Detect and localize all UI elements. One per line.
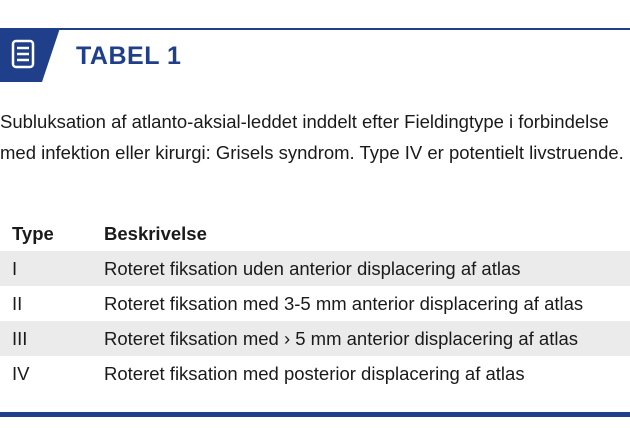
column-header-type: Type <box>12 223 54 244</box>
header-badge <box>0 28 60 82</box>
document-list-icon <box>0 28 60 82</box>
row-type: II <box>12 292 23 314</box>
row-description: Roteret fiksation med 3-5 mm anterior displacering af atlas <box>104 292 584 314</box>
table-title: TABEL 1 <box>76 42 182 70</box>
fielding-type-table <box>0 217 630 391</box>
table-header-row <box>0 217 630 251</box>
row-type: III <box>0 321 92 356</box>
row-type: IV <box>12 362 30 384</box>
row-description: Roteret fiksation med posterior displacering af atlas <box>104 362 525 384</box>
table-row <box>0 321 630 356</box>
table-caption: Subluksation af atlanto-aksial-leddet inddelt efter Fieldingtype i forbindelse med infektion eller kirurgi: Grisels syndrom. Type IV er potentielt livstruende. <box>0 111 624 163</box>
row-type: I <box>0 251 92 286</box>
table-row <box>0 286 630 321</box>
column-header-description: Beskrivelse <box>104 223 207 244</box>
table-row <box>0 251 630 286</box>
row-description: Roteret fiksation med › 5 mm anterior displacering af atlas <box>92 321 630 356</box>
row-description: Roteret fiksation uden anterior displacering af atlas <box>92 251 630 286</box>
bottom-rule <box>0 412 630 417</box>
top-rule <box>0 28 630 30</box>
table-row <box>0 356 630 391</box>
